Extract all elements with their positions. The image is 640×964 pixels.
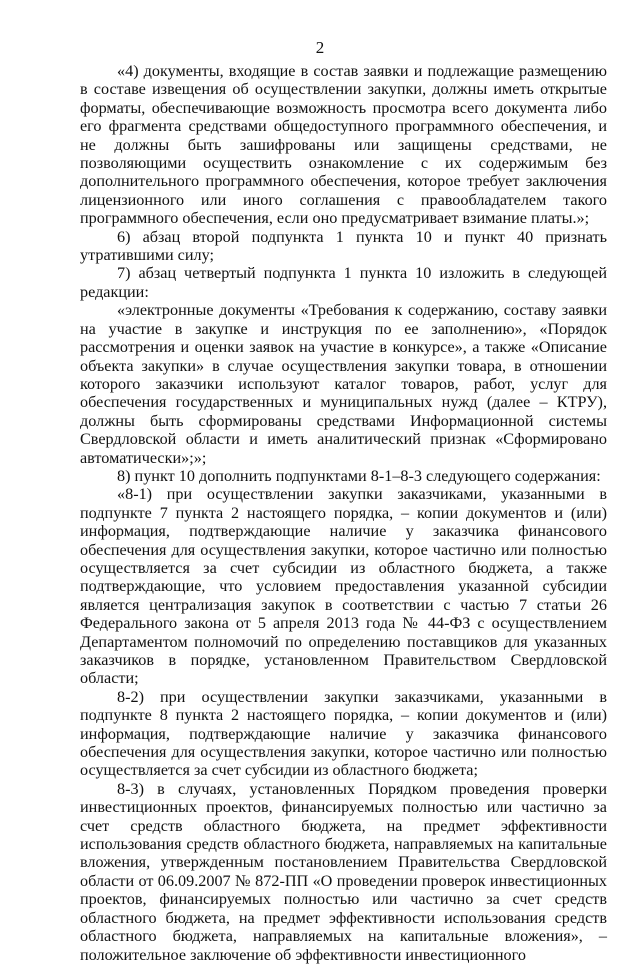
paragraph-electronic-documents: «электронные документы «Требования к содержанию, составу заявки на участие в закупке и инструкция по ее заполнению», «Порядок рассмотрения и оценки заявок на участие в конкурсе», а также «Описание объекта закупки» в случае осуществления закупки товара, в отношении которого заказчики используют каталог товаров, работ, услуг для обеспечения государственных и муниципальных нужд (далее – КТРУ), должны быть сформированы средствами Информационной системы Свердловской области и иметь аналитический признак «Сформировано автоматически»;»; <box>80 301 607 467</box>
page-number: 2 <box>315 38 325 57</box>
paragraph-item-8: 8) пункт 10 дополнить подпунктами 8-1–8-3 следующего содержания: <box>117 466 601 485</box>
paragraph-item-6: 6) абзац второй подпункта 1 пункта 10 и пункт 40 признать утратившими силу; <box>80 227 607 265</box>
paragraph-subitem-8-2: 8-2) при осуществлении закупки заказчиками, указанными в подпункте 8 пункта 2 настоящего порядка, – копии документов и (или) информация, подтверждающие наличие у заказчика финансового обеспечения для осуществления закупки, которое частично или полностью осуществляется за счет субсидии из областного бюджета; <box>80 687 607 780</box>
paragraph-subitem-8-3: 8-3) в случаях, установленных Порядком проведения проверки инвестиционных проектов, финансируемых полностью или частично за счет средств областного бюджета, на предмет эффективности использования средств областного бюджета, направляемых на капитальные вложения, утвержденным постановлением Правительства Свердловской области от 06.09.2007 № 872-ПП «О проведении проверок инвестиционных проектов, финансируемых полностью или частично за счет средств областного бюджета, на предмет эффективности использования средств областного бюджета, направляемых на капитальные вложения», – положительное заключение об эффективности инвестиционного <box>80 779 607 964</box>
paragraph-item-4-formats: «4) документы, входящие в состав заявки и подлежащие размещению в составе извещения об осуществлении закупки, должны иметь открытые форматы, обеспечивающие возможность просмотра всего документа либо его фрагмента средствами общедоступного программного обеспечения, и не должны быть зашифрованы или защищены средствами, не позволяющими осуществить ознакомление с их содержимым без дополнительного программного обеспечения, которое требует заключения лицензионного или иного соглашения с правообладателем такого программного обеспечения, если оно предусматривает взимание платы.»; <box>80 62 607 228</box>
paragraph-subitem-8-1: «8-1) при осуществлении закупки заказчиками, указанными в подпункте 7 пункта 2 настоящего порядка, – копии документов и (или) информация, подтверждающие наличие у заказчика финансового обеспечения для осуществления закупки, которое частично или полностью осуществляется за счет субсидии из областного бюджета, а также подтверждающие, что условием предоставления указанной субсидии является централизация закупок в соответствии с частью 7 статьи 26 Федерального закона от 5 апреля 2013 года № 44-ФЗ с осуществлением Департаментом полномочий по определению поставщиков для указанных заказчиков в порядке, установленном Правительством Свердловской области; <box>80 485 607 688</box>
document-body <box>80 62 607 964</box>
paragraph-item-7: 7) абзац четвертый подпункта 1 пункта 10 изложить в следующей редакции: <box>80 264 607 301</box>
